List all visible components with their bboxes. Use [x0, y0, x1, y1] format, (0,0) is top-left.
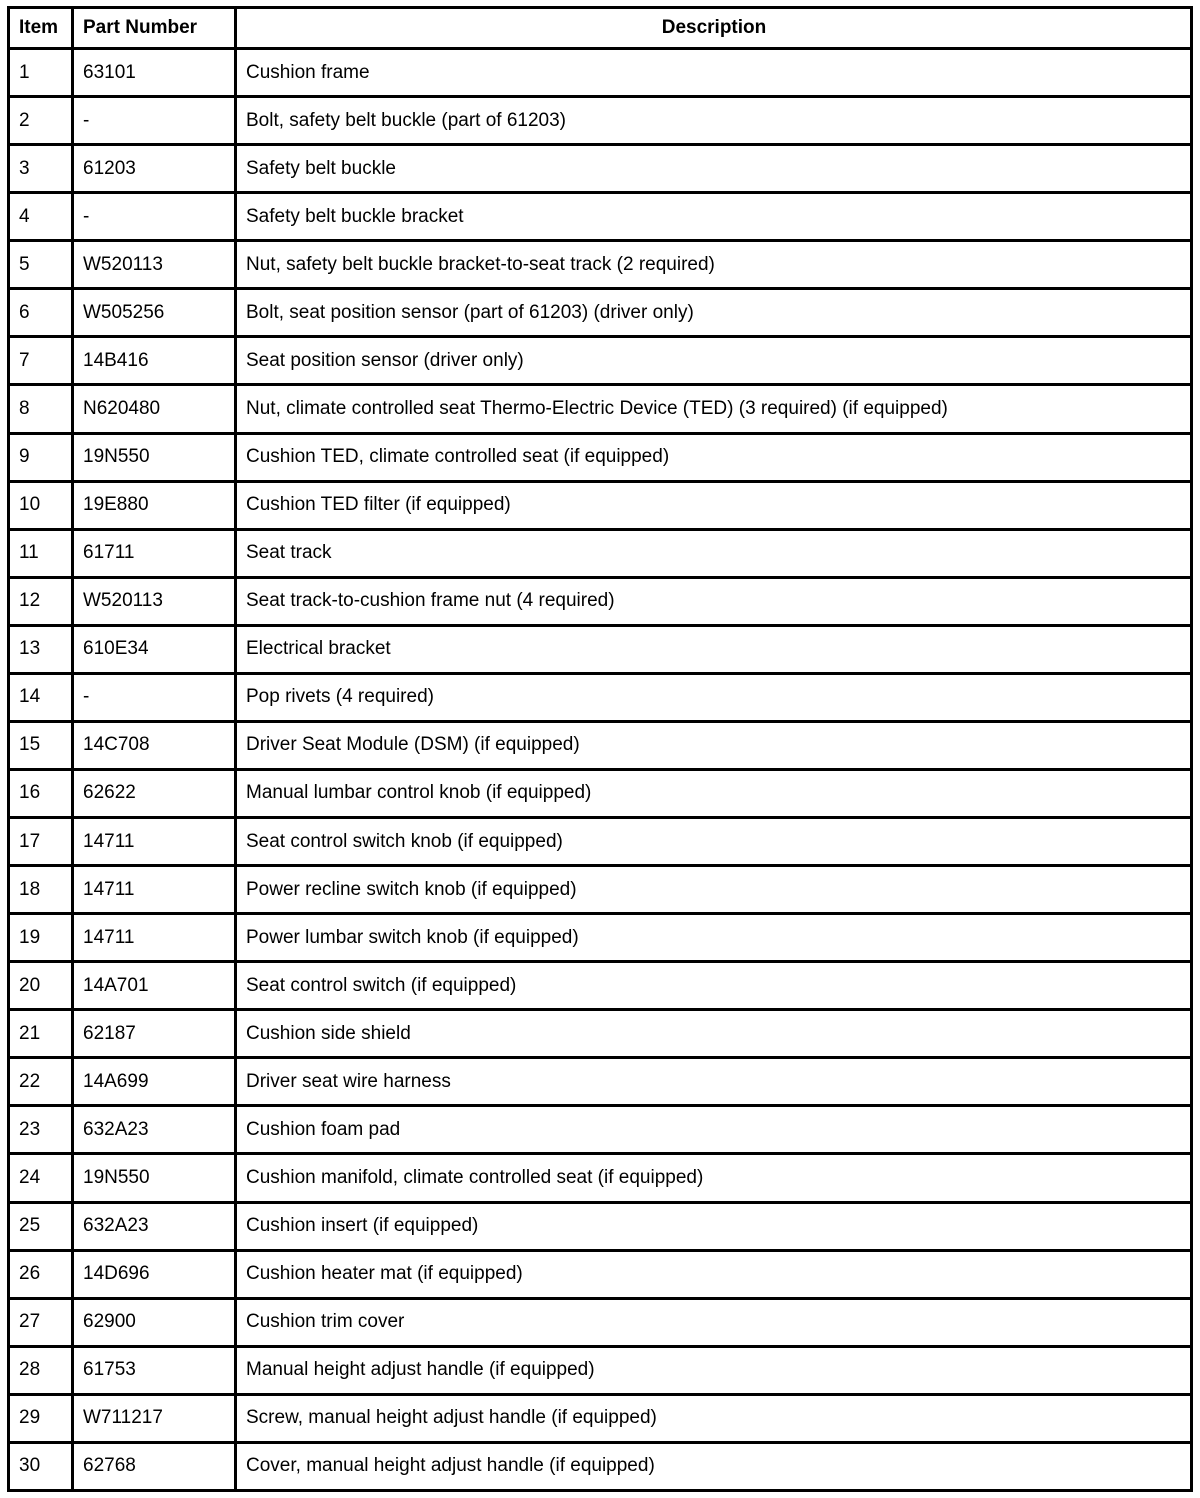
part-number-cell: 62622 — [73, 769, 236, 817]
description-cell: Cushion manifold, climate controlled seat (if equipped) — [236, 1154, 1192, 1202]
description-cell: Cushion trim cover — [236, 1298, 1192, 1346]
item-cell: 18 — [9, 866, 73, 914]
part-number-cell: 62900 — [73, 1298, 236, 1346]
description-cell: Nut, safety belt buckle bracket-to-seat track (2 required) — [236, 241, 1192, 289]
table-row — [9, 529, 1192, 577]
part-number-cell: 14711 — [73, 866, 236, 914]
table-row — [9, 1010, 1192, 1058]
part-number-cell: 63101 — [73, 49, 236, 97]
part-number-cell: 62768 — [73, 1442, 236, 1490]
table-row — [9, 625, 1192, 673]
item-cell: 25 — [9, 1202, 73, 1250]
item-cell: 22 — [9, 1058, 73, 1106]
table-row — [9, 769, 1192, 817]
description-cell: Safety belt buckle bracket — [236, 193, 1192, 241]
description-cell: Bolt, seat position sensor (part of 61203) (driver only) — [236, 289, 1192, 337]
part-number-cell: N620480 — [73, 385, 236, 433]
item-cell: 6 — [9, 289, 73, 337]
part-number-cell: W711217 — [73, 1394, 236, 1442]
item-cell: 13 — [9, 625, 73, 673]
table-row — [9, 721, 1192, 769]
item-cell: 7 — [9, 337, 73, 385]
table-row — [9, 49, 1192, 97]
item-cell: 29 — [9, 1394, 73, 1442]
part-number-cell: 14A701 — [73, 962, 236, 1010]
description-cell: Manual lumbar control knob (if equipped) — [236, 769, 1192, 817]
table-row — [9, 1106, 1192, 1154]
table-row — [9, 1298, 1192, 1346]
table-row — [9, 1202, 1192, 1250]
item-cell: 23 — [9, 1106, 73, 1154]
description-cell: Electrical bracket — [236, 625, 1192, 673]
description-cell: Driver Seat Module (DSM) (if equipped) — [236, 721, 1192, 769]
description-cell: Cushion frame — [236, 49, 1192, 97]
table-row — [9, 1058, 1192, 1106]
table-row — [9, 481, 1192, 529]
item-cell: 5 — [9, 241, 73, 289]
part-number-cell: 61203 — [73, 145, 236, 193]
description-cell: Manual height adjust handle (if equipped) — [236, 1346, 1192, 1394]
table-row — [9, 1154, 1192, 1202]
description-cell: Seat control switch knob (if equipped) — [236, 818, 1192, 866]
part-number-cell: 14B416 — [73, 337, 236, 385]
item-cell: 16 — [9, 769, 73, 817]
table-row — [9, 1442, 1192, 1490]
item-cell: 14 — [9, 673, 73, 721]
description-cell: Seat position sensor (driver only) — [236, 337, 1192, 385]
part-number-cell: 610E34 — [73, 625, 236, 673]
part-number-cell: 632A23 — [73, 1106, 236, 1154]
description-cell: Power recline switch knob (if equipped) — [236, 866, 1192, 914]
description-cell: Cushion foam pad — [236, 1106, 1192, 1154]
table-row — [9, 962, 1192, 1010]
table-row — [9, 818, 1192, 866]
part-number-cell: 62187 — [73, 1010, 236, 1058]
part-number-cell: - — [73, 673, 236, 721]
description-cell: Bolt, safety belt buckle (part of 61203) — [236, 97, 1192, 145]
part-number-cell: 632A23 — [73, 1202, 236, 1250]
description-cell: Screw, manual height adjust handle (if equipped) — [236, 1394, 1192, 1442]
item-cell: 26 — [9, 1250, 73, 1298]
description-cell: Driver seat wire harness — [236, 1058, 1192, 1106]
item-cell: 1 — [9, 49, 73, 97]
part-number-cell: 19N550 — [73, 1154, 236, 1202]
table-row — [9, 577, 1192, 625]
description-cell: Cushion side shield — [236, 1010, 1192, 1058]
item-cell: 11 — [9, 529, 73, 577]
header-description: Description — [236, 8, 1192, 49]
table-row — [9, 289, 1192, 337]
description-cell: Pop rivets (4 required) — [236, 673, 1192, 721]
description-cell: Cushion TED filter (if equipped) — [236, 481, 1192, 529]
item-cell: 28 — [9, 1346, 73, 1394]
part-number-cell: 19E880 — [73, 481, 236, 529]
table-row — [9, 1346, 1192, 1394]
table-row — [9, 97, 1192, 145]
item-cell: 2 — [9, 97, 73, 145]
description-cell: Cushion TED, climate controlled seat (if equipped) — [236, 433, 1192, 481]
part-number-cell: W520113 — [73, 577, 236, 625]
part-number-cell: - — [73, 97, 236, 145]
item-cell: 30 — [9, 1442, 73, 1490]
item-cell: 24 — [9, 1154, 73, 1202]
description-cell: Cover, manual height adjust handle (if equipped) — [236, 1442, 1192, 1490]
header-row — [9, 8, 1192, 49]
table-row — [9, 241, 1192, 289]
description-cell: Nut, climate controlled seat Thermo-Electric Device (TED) (3 required) (if equipped) — [236, 385, 1192, 433]
description-cell: Cushion insert (if equipped) — [236, 1202, 1192, 1250]
description-cell: Seat track-to-cushion frame nut (4 required) — [236, 577, 1192, 625]
item-cell: 15 — [9, 721, 73, 769]
item-cell: 17 — [9, 818, 73, 866]
item-cell: 9 — [9, 433, 73, 481]
description-cell: Seat track — [236, 529, 1192, 577]
part-number-cell: 61711 — [73, 529, 236, 577]
table-row — [9, 673, 1192, 721]
table-body — [9, 49, 1192, 1491]
description-cell: Power lumbar switch knob (if equipped) — [236, 914, 1192, 962]
table-row — [9, 337, 1192, 385]
part-number-cell: W520113 — [73, 241, 236, 289]
table-row — [9, 193, 1192, 241]
table-header — [9, 8, 1192, 49]
part-number-cell: 14711 — [73, 818, 236, 866]
table-row — [9, 145, 1192, 193]
description-cell: Cushion heater mat (if equipped) — [236, 1250, 1192, 1298]
description-cell: Safety belt buckle — [236, 145, 1192, 193]
table-row — [9, 866, 1192, 914]
item-cell: 10 — [9, 481, 73, 529]
item-cell: 8 — [9, 385, 73, 433]
item-cell: 19 — [9, 914, 73, 962]
part-number-cell: 14A699 — [73, 1058, 236, 1106]
table-row — [9, 1250, 1192, 1298]
part-number-cell: 14D696 — [73, 1250, 236, 1298]
part-number-cell: 14C708 — [73, 721, 236, 769]
part-number-cell: W505256 — [73, 289, 236, 337]
item-cell: 20 — [9, 962, 73, 1010]
part-number-cell: 14711 — [73, 914, 236, 962]
table-row — [9, 914, 1192, 962]
item-cell: 4 — [9, 193, 73, 241]
header-item: Item — [9, 8, 73, 49]
item-cell: 27 — [9, 1298, 73, 1346]
part-number-cell: 61753 — [73, 1346, 236, 1394]
table-row — [9, 385, 1192, 433]
description-cell: Seat control switch (if equipped) — [236, 962, 1192, 1010]
part-number-cell: - — [73, 193, 236, 241]
part-number-cell: 19N550 — [73, 433, 236, 481]
parts-table — [7, 6, 1193, 1492]
table-row — [9, 1394, 1192, 1442]
item-cell: 12 — [9, 577, 73, 625]
item-cell: 3 — [9, 145, 73, 193]
item-cell: 21 — [9, 1010, 73, 1058]
table-row — [9, 433, 1192, 481]
header-part-number: Part Number — [73, 8, 236, 49]
